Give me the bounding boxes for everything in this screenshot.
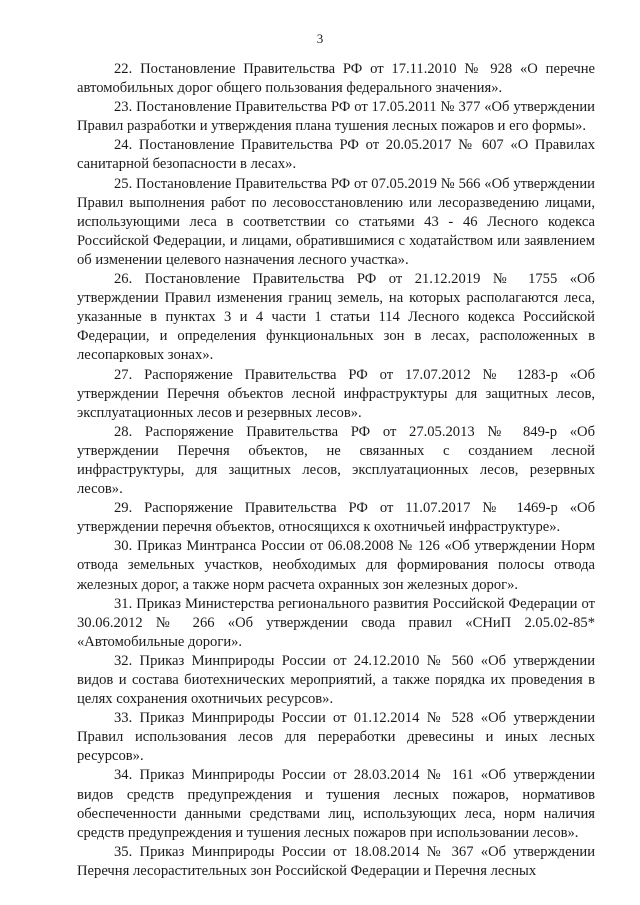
list-item: 33. Приказ Минприроды России от 01.12.2014 № 528 «Об утверждении Правил использования лесов для переработки древесины и иных лесных ресурсов». [77, 710, 595, 765]
list-item: 24. Постановление Правительства РФ от 20.05.2017 № 607 «О Правилах санитарной безопасности в лесах». [77, 137, 595, 173]
document-body [77, 60, 595, 881]
list-item: 31. Приказ Министерства регионального развития Российской Федерации от 30.06.2012 № 266 «Об утверждении свода правил «СНиП 2.05.02-85* «Автомобильные дороги». [77, 595, 595, 650]
list-item: 23. Постановление Правительства РФ от 17.05.2011 № 377 «Об утверждении Правил разработки и утверждения плана тушения лесных пожаров и его формы». [77, 99, 595, 135]
list-item: 30. Приказ Минтранса России от 06.08.2008 № 126 «Об утверждении Норм отвода земельных участков, необходимых для формирования полосы отвода железных дорог, а также норм расчета охранных зон железных дорог». [77, 538, 595, 593]
list-item: 28. Распоряжение Правительства РФ от 27.05.2013 № 849-р «Об утверждении Перечня объектов, не связанных с созданием лесной инфраструктуры, для защитных лесов, эксплуатационных лесов, резервных лесов». [77, 423, 595, 498]
list-item: 22. Постановление Правительства РФ от 17.11.2010 № 928 «О перечне автомобильных дорог общего пользования федерального значения». [77, 61, 595, 97]
list-item: 29. Распоряжение Правительства РФ от 11.07.2017 № 1469-р «Об утверждении перечня объектов, относящихся к охотничьей инфраструктуре». [77, 500, 595, 536]
list-item: 34. Приказ Минприроды России от 28.03.2014 № 161 «Об утверждении видов средств предупреждения и тушения лесных пожаров, нормативов обеспеченности данными средствами лиц, использующих леса, норм наличия средств предупреждения и тушения лесных пожаров при использовании лесов». [77, 767, 595, 841]
list-item: 26. Постановление Правительства РФ от 21.12.2019 № 1755 «Об утверждении Правил изменения границ земель, на которых располагаются леса, указанные в пунктах 3 и 4 части 1 статьи 114 Лесного кодекса Российской Федерации, и определения функциональных зон в лесах, расположенных в лесопарковых зонах». [77, 271, 595, 364]
list-item: 32. Приказ Минприроды России от 24.12.2010 № 560 «Об утверждении видов и состава биотехнических мероприятий, а также порядка их проведения в целях сохранения охотничьих ресурсов». [77, 652, 595, 708]
page-number: 3 [316, 31, 324, 46]
list-item: 27. Распоряжение Правительства РФ от 17.07.2012 № 1283-р «Об утверждении Перечня объектов лесной инфраструктуры для защитных лесов, эксплуатационных лесов и резервных лесов». [77, 366, 595, 421]
list-item: 35. Приказ Минприроды России от 18.08.2014 № 367 «Об утверждении Перечня лесорастительных зон Российской Федерации и Перечня лесных [77, 843, 595, 879]
list-item: 25. Постановление Правительства РФ от 07.05.2019 № 566 «Об утверждении Правил выполнения работ по лесовосстановлению или лесоразведению лицами, использующими леса в соответствии со статьями 43 - 46 Лесного кодекса Российской Федерации, и лицами, обратившимися с ходатайством или заявлением об изменении целевого назначения лесного участка». [77, 175, 595, 268]
